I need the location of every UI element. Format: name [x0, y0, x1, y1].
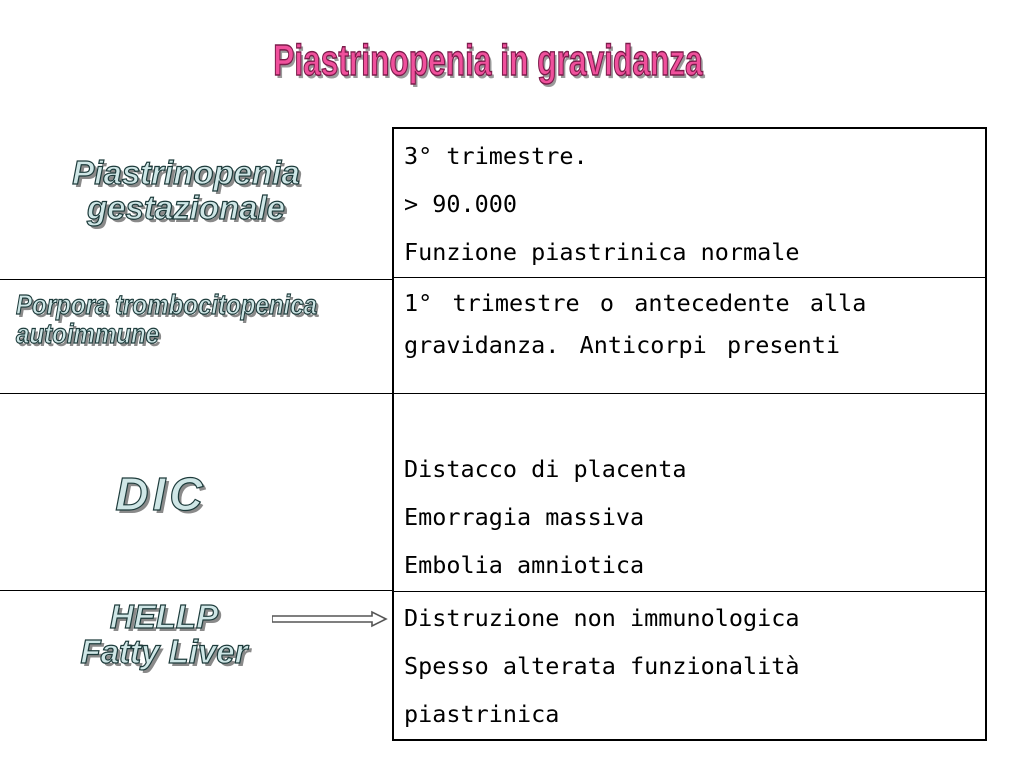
- label-dic: DIC: [115, 468, 207, 520]
- cell-line: 3° trimestre.: [404, 144, 588, 170]
- cell-line: > 90.000: [404, 192, 517, 218]
- cell-line: Distacco di placenta: [404, 457, 687, 483]
- cell-line: Funzione piastrinica normale: [404, 240, 800, 266]
- cell-line: Distruzione non immunologica: [404, 606, 800, 632]
- label-line: Porpora trombocitopenica: [16, 289, 318, 320]
- cell-divider: [394, 277, 985, 278]
- slide-title: Piastrinopenia in gravidanza: [273, 36, 703, 85]
- cell-line: Spesso alterata funzionalità: [404, 654, 800, 680]
- cell-divider: [394, 393, 985, 394]
- label-line: HELLP: [109, 598, 219, 635]
- row-divider: [0, 279, 392, 280]
- label-line: gestazionale: [86, 188, 286, 226]
- label-line: autoimmune: [16, 318, 160, 350]
- label-line: Fatty Liver: [80, 632, 248, 670]
- row-divider: [0, 590, 392, 591]
- label-hellp-fatty-liver: [64, 600, 264, 669]
- cell-line: Embolia amniotica: [404, 553, 645, 579]
- cell-line: piastrinica: [404, 702, 560, 728]
- arrow-right-icon: [272, 610, 388, 628]
- cell-gestazionale: [394, 133, 985, 277]
- cell-autoimmune: [394, 283, 985, 367]
- cell-line: gravidanza. Anticorpi presenti: [404, 333, 840, 359]
- row-divider: [0, 393, 392, 394]
- label-porpora-autoimmune: [16, 290, 331, 349]
- label-piastrinopenia-gestazionale: [48, 156, 324, 225]
- cell-dic: [394, 446, 985, 590]
- description-table: [392, 127, 987, 741]
- cell-line: Emorragia massiva: [404, 505, 645, 531]
- label-line: Piastrinopenia: [72, 154, 300, 191]
- cell-line: 1° trimestre o antecedente alla: [404, 291, 867, 317]
- cell-divider: [394, 591, 985, 592]
- cell-hellp: [394, 595, 985, 739]
